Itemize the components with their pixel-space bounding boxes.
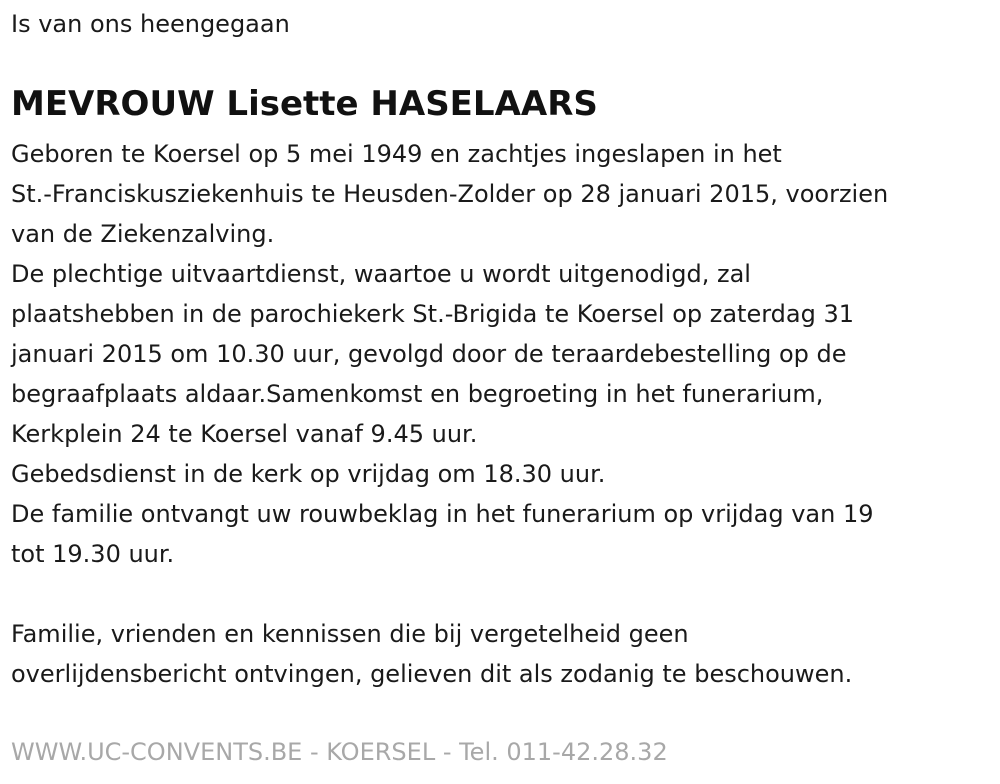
intro-text: Is van ons heengegaan: [11, 10, 290, 38]
body-line: Geboren te Koersel op 5 mei 1949 en zachtjes ingeslapen in het: [11, 140, 782, 168]
body-line: begraafplaats aldaar.Samenkomst en begroeting in het funerarium,: [11, 380, 824, 408]
closing-line: overlijdensbericht ontvingen, gelieven dit als zodanig te beschouwen.: [11, 660, 853, 688]
body-line: St.-Franciskusziekenhuis te Heusden-Zolder op 28 januari 2015, voorzien: [11, 180, 889, 208]
body-line: januari 2015 om 10.30 uur, gevolgd door de teraardebestelling op de: [11, 340, 847, 368]
body-line: Gebedsdienst in de kerk op vrijdag om 18.30 uur.: [11, 460, 606, 488]
body-line: De familie ontvangt uw rouwbeklag in het funerarium op vrijdag van 19: [11, 500, 874, 528]
deceased-name: MEVROUW Lisette HASELAARS: [11, 84, 598, 124]
closing-line: Familie, vrienden en kennissen die bij vergetelheid geen: [11, 620, 689, 648]
footer-contact: WWW.UC-CONVENTS.BE - KOERSEL - Tel. 011-42.28.32: [11, 738, 668, 766]
body-line: van de Ziekenzalving.: [11, 220, 275, 248]
notice-body: [11, 134, 888, 574]
body-line: tot 19.30 uur.: [11, 540, 175, 568]
body-line: De plechtige uitvaartdienst, waartoe u wordt uitgenodigd, zal: [11, 260, 751, 288]
closing-paragraph: [11, 614, 852, 694]
body-line: Kerkplein 24 te Koersel vanaf 9.45 uur.: [11, 420, 478, 448]
body-line: plaatshebben in de parochiekerk St.-Brigida te Koersel op zaterdag 31: [11, 300, 855, 328]
